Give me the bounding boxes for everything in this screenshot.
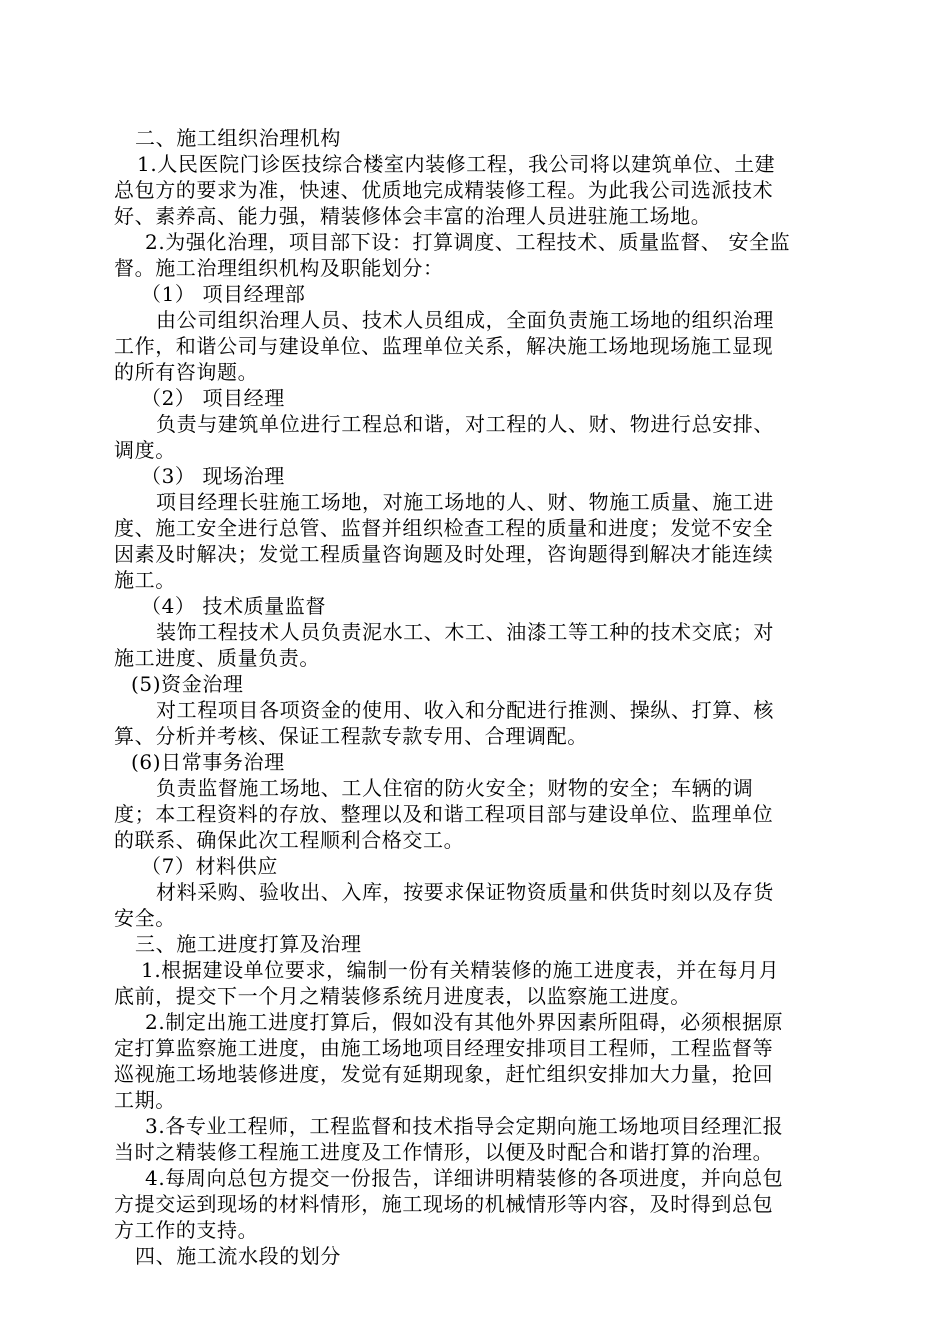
paragraph-line: 督。施工治理组织机构及职能划分： <box>114 256 444 280</box>
item-line: 工作，和谐公司与建设单位、监理单位关系，解决施工场地现场施工显现 <box>114 334 774 358</box>
item-title: （2） 项目经理 <box>141 386 285 410</box>
item-line: 的联系、确保此次工程顺利合格交工。 <box>114 828 465 852</box>
paragraph-line: 2.制定出施工进度打算后，假如没有其他外界因素所阻碍，必须根据原 <box>145 1010 784 1034</box>
item-line: 材料采购、验收出、入库，按要求保证物资质量和供货时刻以及存货 <box>156 880 774 904</box>
paragraph-line: 2.为强化治理，项目部下设：打算调度、工程技术、质量监督、 安全监 <box>145 230 791 254</box>
item-line: 负责与建筑单位进行工程总和谐，对工程的人、财、物进行总安排、 <box>156 412 774 436</box>
item-title: （7）材料供应 <box>141 854 278 878</box>
paragraph-line: 底前，提交下一个月之精装修系统月进度表，以监察施工进度。 <box>114 984 691 1008</box>
item-line: 安全。 <box>114 906 176 930</box>
item-line: 施工进度、质量负责。 <box>114 646 320 670</box>
item-line: 因素及时解决；发觉工程质量咨询题及时处理，咨询题得到解决才能连续 <box>114 542 774 566</box>
item-line: 度；本工程资料的存放、整理以及和谐工程项目部与建设单位、监理单位 <box>114 802 774 826</box>
paragraph-line: 当时之精装修工程施工进度及工作情形，以便及时配合和谐打算的治理。 <box>114 1140 774 1164</box>
item-line: 度、施工安全进行总管、监督并组织检查工程的质量和进度；发觉不安全 <box>114 516 774 540</box>
item-line: 的所有咨询题。 <box>114 360 259 384</box>
paragraph-line: 定打算监察施工进度，由施工场地项目经理安排项目工程师，工程监督等 <box>114 1036 774 1060</box>
section-heading: 二、施工组织治理机构 <box>135 126 341 150</box>
paragraph-line: 4.每周向总包方提交一份报告，详细讲明精装修的各项进度，并向总包 <box>145 1166 784 1190</box>
item-title: （4） 技术质量监督 <box>141 594 327 618</box>
item-line: 调度。 <box>114 438 176 462</box>
item-title: (5)资金治理 <box>131 672 244 696</box>
paragraph-line: 1.人民医院门诊医技综合楼室内装修工程，我公司将以建筑单位、土建 <box>137 152 776 176</box>
paragraph-line: 3.各专业工程师，工程监督和技术指导会定期向施工场地项目经理汇报 <box>145 1114 784 1138</box>
paragraph-line: 方工作的支持。 <box>114 1218 259 1242</box>
paragraph-line: 好、素养高、能力强，精装修体会丰富的治理人员进驻施工场地。 <box>114 204 712 228</box>
item-title: （1） 项目经理部 <box>141 282 306 306</box>
paragraph-line: 方提交运到现场的材料情形，施工现场的机械情形等内容，及时得到总包 <box>114 1192 774 1216</box>
paragraph-line: 1.根据建设单位要求，编制一份有关精装修的施工进度表，并在每月月 <box>141 958 780 982</box>
item-line: 对工程项目各项资金的使用、收入和分配进行推测、操纵、打算、核 <box>156 698 774 722</box>
paragraph-line: 巡视施工场地装修进度，发觉有延期现象，赶忙组织安排加大力量，抢回 <box>114 1062 774 1086</box>
item-line: 算、分析并考核、保证工程款专款专用、合理调配。 <box>114 724 588 748</box>
paragraph-line: 总包方的要求为准，快速、优质地完成精装修工程。为此我公司选派技术 <box>114 178 774 202</box>
item-line: 负责监督施工场地、工人住宿的防火安全；财物的安全；车辆的调 <box>156 776 754 800</box>
item-title: （3） 现场治理 <box>141 464 285 488</box>
paragraph-line: 工期。 <box>114 1088 176 1112</box>
section-heading: 四、施工流水段的划分 <box>135 1244 341 1268</box>
item-line: 装饰工程技术人员负责泥水工、木工、油漆工等工种的技术交底；对 <box>156 620 774 644</box>
item-line: 由公司组织治理人员、技术人员组成，全面负责施工场地的组织治理 <box>156 308 774 332</box>
item-line: 项目经理长驻施工场地，对施工场地的人、财、物施工质量、施工进 <box>156 490 774 514</box>
section-heading: 三、施工进度打算及治理 <box>135 932 362 956</box>
item-title: (6)日常事务治理 <box>131 750 285 774</box>
item-line: 施工。 <box>114 568 176 592</box>
